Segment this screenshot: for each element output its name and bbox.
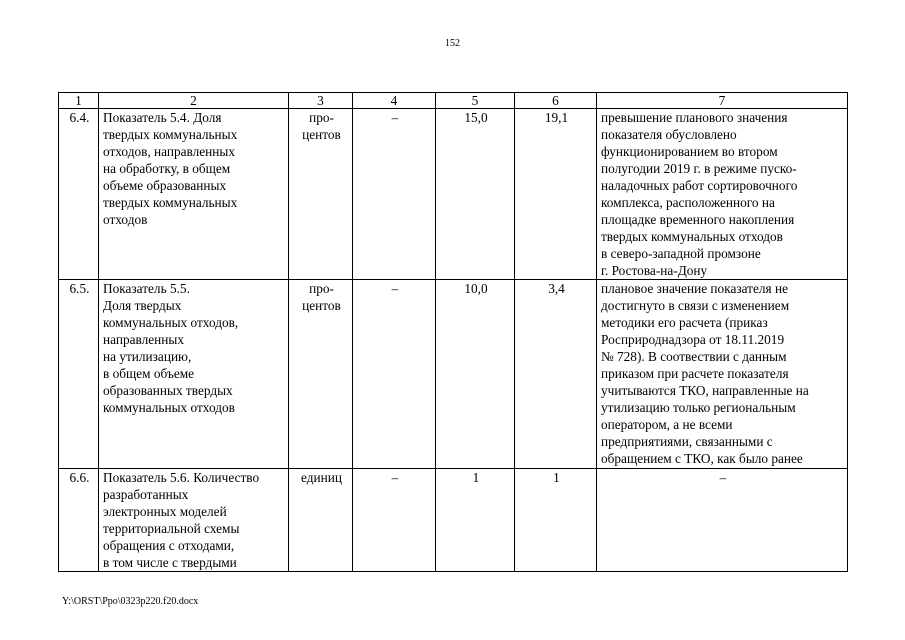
planned-value: 1 — [436, 469, 515, 572]
row-number: 6.6. — [59, 469, 99, 572]
indicator-name: Показатель 5.5. Доля твердых коммунальных отходов, направленных на утилизацию, в общем объеме образованных твердых коммунальных отходов — [99, 280, 289, 469]
column-header: 4 — [353, 93, 436, 109]
column-4-cell: – — [353, 109, 436, 280]
row-number: 6.4. — [59, 109, 99, 280]
table-row — [59, 469, 848, 572]
column-header: 2 — [99, 93, 289, 109]
unit-cell: про- центов — [289, 280, 353, 469]
planned-value: 15,0 — [436, 109, 515, 280]
column-header: 7 — [597, 93, 848, 109]
actual-value: 3,4 — [515, 280, 597, 469]
note-cell: плановое значение показателя не достигнуто в связи с изменением методики его расчета (приказ Росприроднадзора от 18.11.2019 № 728). В соотвествии с данным приказом при расчете показателя учитываются ТКО, направленные на утилизацию только региональным оператором, а не всеми предприятиями, связанными с обращением с ТКО, как было ранее — [597, 280, 848, 469]
planned-value: 10,0 — [436, 280, 515, 469]
indicator-table — [58, 92, 848, 572]
table-row — [59, 280, 848, 469]
page-number: 152 — [445, 38, 460, 49]
column-header: 3 — [289, 93, 353, 109]
note-cell: – — [597, 469, 848, 572]
column-header: 6 — [515, 93, 597, 109]
actual-value: 1 — [515, 469, 597, 572]
column-4-cell: – — [353, 280, 436, 469]
file-path-footer: Y:\ORST\Ppo\0323p220.f20.docx — [62, 596, 199, 607]
unit-cell: про- центов — [289, 109, 353, 280]
column-header: 1 — [59, 93, 99, 109]
unit-cell: единиц — [289, 469, 353, 572]
table-header-row — [59, 93, 848, 109]
table-row — [59, 109, 848, 280]
note-cell: превышение планового значения показателя обусловлено функционированием во втором полугодии 2019 г. в режиме пуско- наладочных работ сортировочного комплекса, расположенного на площадке временного накопления твердых коммунальных отходов в северо-западной промзоне г. Ростова-на-Дону — [597, 109, 848, 280]
column-4-cell: – — [353, 469, 436, 572]
actual-value: 19,1 — [515, 109, 597, 280]
indicator-name: Показатель 5.6. Количество разработанных электронных моделей территориальной схемы обращения с отходами, в том числе с твердыми — [99, 469, 289, 572]
indicator-name: Показатель 5.4. Доля твердых коммунальных отходов, направленных на обработку, в общем объеме образованных твердых коммунальных отходов — [99, 109, 289, 280]
row-number: 6.5. — [59, 280, 99, 469]
column-header: 5 — [436, 93, 515, 109]
